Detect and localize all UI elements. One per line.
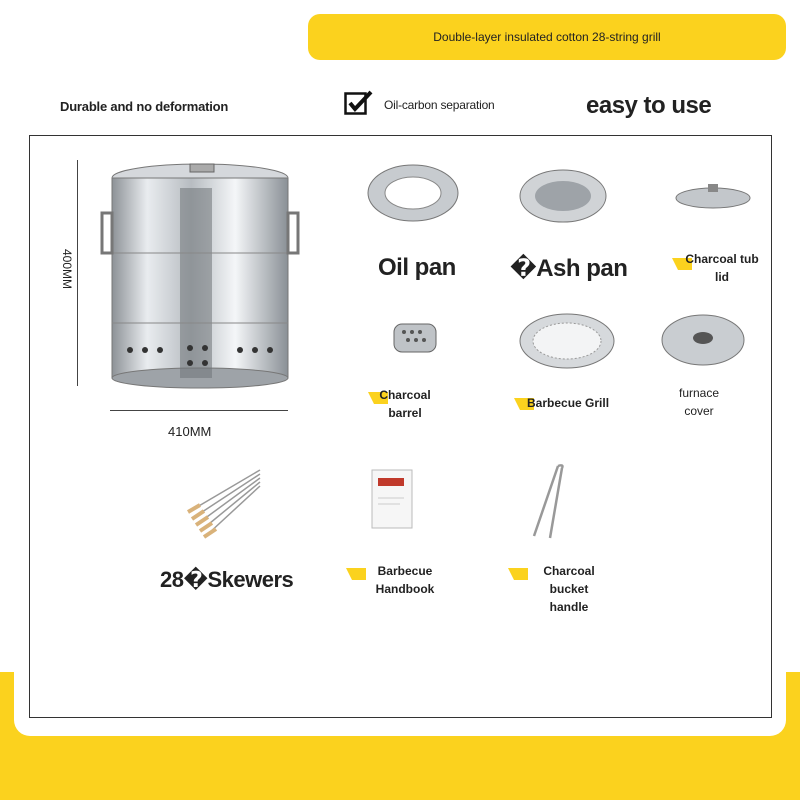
width-dimension-label: 410MM [168, 424, 212, 439]
label-line: Handbook [375, 582, 435, 596]
skewers-label: 28�Skewers [160, 567, 294, 592]
width-dimension-line [110, 410, 288, 411]
oil-pan-label: Oil pan [378, 254, 456, 281]
checkbox-check-icon [344, 90, 374, 116]
feature-oil-carbon: Oil-carbon separation [384, 98, 495, 112]
barbecue-grill-label: Barbecue Grill [527, 396, 610, 410]
furnace-cover-image [660, 312, 746, 368]
charcoal-bucket-handle-label [524, 562, 614, 616]
label-line: Charcoal [379, 388, 431, 402]
grill-barrel-image [100, 158, 300, 390]
label-line: Charcoal bucket [543, 564, 595, 596]
charcoal-bucket-handle-image [528, 464, 574, 540]
charcoal-barrel-image [384, 318, 446, 358]
feature-durable: Durable and no deformation [60, 99, 229, 114]
label-line: barrel [388, 406, 422, 420]
label-line: furnace [678, 386, 720, 400]
charcoal-barrel-label [374, 386, 436, 422]
charcoal-tub-lid-image [674, 180, 752, 210]
label-line: Barbecue [377, 564, 433, 578]
handbook-image [370, 468, 414, 530]
banner-text: Double-layer insulated cotton 28-string grill [433, 30, 661, 44]
skewers-image [184, 468, 264, 540]
handbook-label [372, 562, 438, 598]
charcoal-tub-lid-label [684, 250, 760, 286]
oil-pan-image [366, 162, 460, 224]
label-line: handle [549, 600, 589, 614]
height-dimension-label: 400MM [60, 248, 74, 289]
label-line: cover [684, 404, 714, 418]
height-dimension-line [77, 160, 78, 386]
ash-pan-label: �Ash pan [510, 255, 628, 282]
feature-easy: easy to use [586, 92, 712, 119]
barbecue-grill-image [518, 312, 616, 370]
title-banner [308, 14, 786, 60]
label-line: lid [715, 270, 729, 284]
furnace-cover-label [664, 384, 734, 420]
ash-pan-image [518, 168, 608, 224]
label-line: Charcoal tub [685, 252, 759, 266]
